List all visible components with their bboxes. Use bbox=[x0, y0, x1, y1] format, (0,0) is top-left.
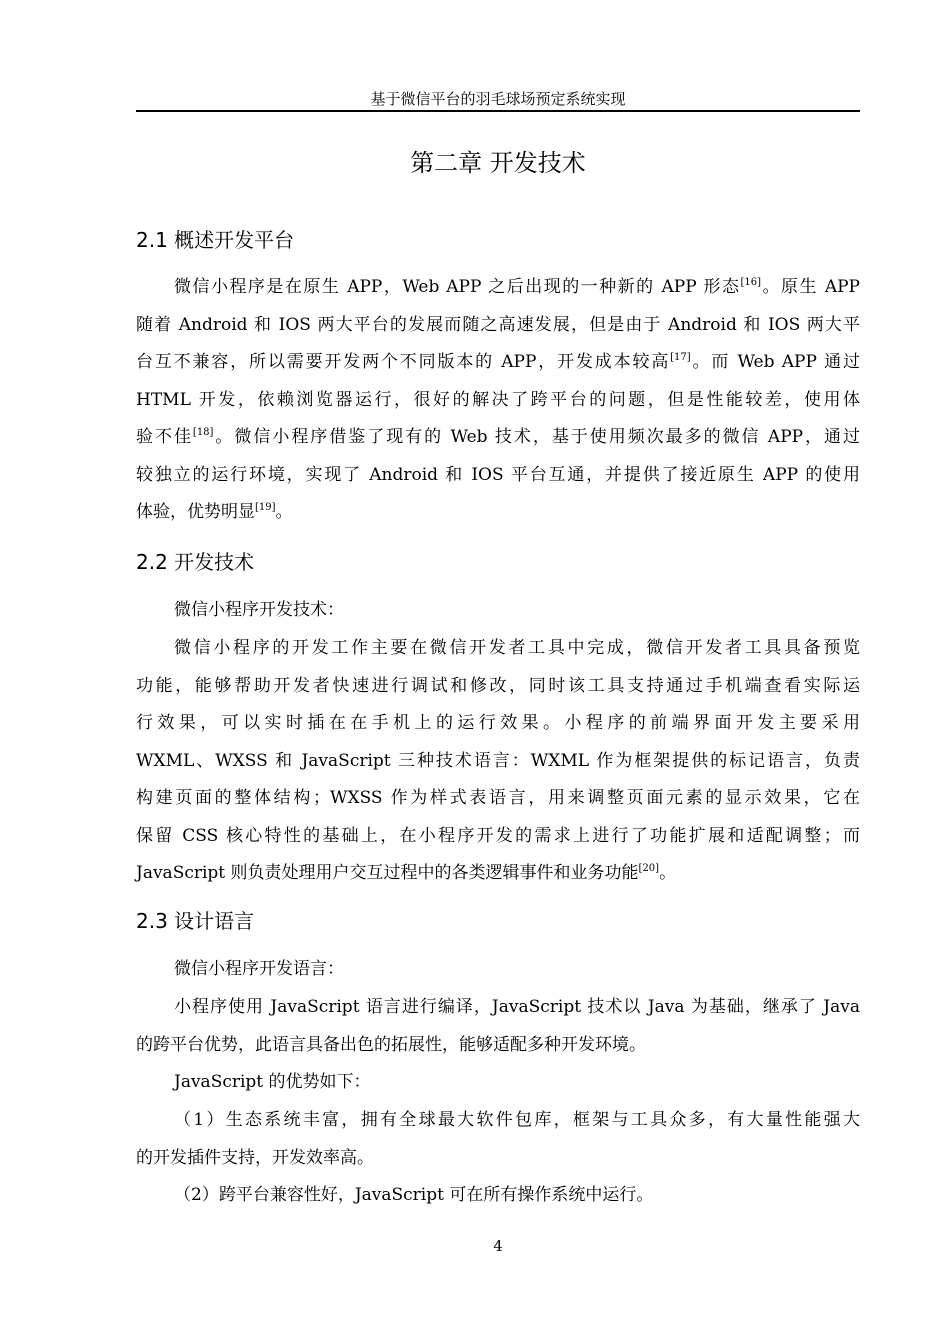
list-item-advantage-1 bbox=[136, 1102, 860, 1177]
text-line bbox=[136, 592, 860, 630]
citation-ref: [20] bbox=[638, 863, 660, 874]
section-heading-2-3: 2.3 设计语言 bbox=[136, 909, 255, 933]
text-line bbox=[136, 457, 860, 495]
text-run: 小程序使用 JavaScript 语言进行编译，JavaScript 技术以 Java 为基础，继承了 Java bbox=[174, 997, 860, 1017]
text-run: 体验，优势明显 bbox=[136, 502, 255, 522]
paragraph-tech-intro bbox=[136, 592, 860, 630]
text-line bbox=[136, 344, 860, 382]
text-run: 验不佳 bbox=[136, 427, 193, 447]
text-run: 行效果，可以实时插在在手机上的运行效果。小程序的前端界面开发主要采用 bbox=[136, 713, 860, 733]
text-line bbox=[136, 269, 860, 307]
text-line bbox=[136, 818, 860, 856]
citation-ref: [19] bbox=[255, 502, 276, 513]
text-run: 随着 Android 和 IOS 两大平台的发展而随之高速发展，但是由于 Android 和 IOS 两大平 bbox=[136, 314, 860, 335]
text-line bbox=[136, 307, 860, 345]
text-run: HTML 开发，依赖浏览器运行，很好的解决了跨平台的问题，但是性能较差，使用体 bbox=[136, 389, 860, 410]
text-line bbox=[136, 1177, 860, 1215]
text-line bbox=[136, 419, 860, 457]
citation-ref: [18] bbox=[192, 427, 214, 438]
text-run: JavaScript 的优势如下： bbox=[174, 1072, 371, 1092]
text-run: 。 bbox=[659, 863, 677, 883]
paragraph-js-advantages-intro bbox=[136, 1064, 860, 1102]
paragraph-language-intro bbox=[136, 951, 860, 989]
text-run: （2）跨平台兼容性好，JavaScript 可在所有操作系统中运行。 bbox=[174, 1185, 654, 1205]
text-run: 功能，能够帮助开发者快速进行调试和修改，同时该工具支持通过手机端查看实际运 bbox=[136, 675, 860, 696]
list-item-advantage-2 bbox=[136, 1177, 860, 1215]
paragraph-platform-overview bbox=[136, 269, 860, 532]
text-run: 微信小程序开发技术： bbox=[174, 600, 344, 620]
text-line bbox=[136, 1140, 860, 1178]
text-line bbox=[136, 951, 860, 989]
text-run: 微信小程序是在原生 APP，Web APP 之后出现的一种新的 APP 形态 bbox=[174, 277, 741, 297]
running-header: 基于微信平台的羽毛球场预定系统实现 bbox=[370, 90, 626, 108]
text-line bbox=[136, 1102, 860, 1140]
text-run: 的开发插件支持，开发效率高。 bbox=[136, 1147, 374, 1168]
chapter-title: 第二章 开发技术 bbox=[410, 149, 586, 177]
text-run: 。而 Web APP 通过 bbox=[690, 352, 860, 372]
citation-ref: [17] bbox=[670, 352, 691, 363]
text-run: 微信小程序的开发工作主要在微信开发者工具中完成，微信开发者工具具备预览 bbox=[174, 638, 860, 658]
citation-ref: [16] bbox=[740, 277, 762, 288]
text-run: WXML、WXSS 和 JavaScript 三种技术语言：WXML 作为框架提供的标记语言，负责 bbox=[136, 750, 860, 771]
text-run: 的跨平台优势，此语言具备出色的拓展性，能够适配多种开发环境。 bbox=[136, 1034, 646, 1055]
section-heading-2-1: 2.1 概述开发平台 bbox=[136, 228, 295, 252]
text-line bbox=[136, 1027, 860, 1065]
text-line bbox=[136, 630, 860, 668]
text-line bbox=[136, 855, 860, 893]
text-run: 保留 CSS 核心特性的基础上，在小程序开发的需求上进行了功能扩展和适配调整；而 bbox=[136, 825, 860, 846]
text-line bbox=[136, 989, 860, 1027]
text-run: 。微信小程序借鉴了现有的 Web 技术，基于使用频次最多的微信 APP，通过 bbox=[213, 427, 860, 447]
text-line bbox=[136, 743, 860, 781]
text-line bbox=[136, 382, 860, 420]
paragraph-tech-body bbox=[136, 630, 860, 893]
header-rule bbox=[136, 110, 860, 112]
text-line bbox=[136, 668, 860, 706]
text-line bbox=[136, 1064, 860, 1102]
text-run: 。原生 APP bbox=[761, 277, 860, 297]
page-number: 4 bbox=[493, 1237, 503, 1255]
text-run: 构建页面的整体结构；WXSS 作为样式表语言，用来调整页面元素的显示效果，它在 bbox=[136, 788, 860, 808]
text-line bbox=[136, 705, 860, 743]
text-line bbox=[136, 780, 860, 818]
text-run: JavaScript 则负责处理用户交互过程中的各类逻辑事件和业务功能 bbox=[136, 863, 639, 883]
text-run: 微信小程序开发语言： bbox=[174, 959, 344, 979]
text-run: 台互不兼容，所以需要开发两个不同版本的 APP，开发成本较高 bbox=[136, 352, 671, 372]
text-run: 较独立的运行环境，实现了 Android 和 IOS 平台互通，并提供了接近原生 APP 的使用 bbox=[136, 464, 860, 485]
paragraph-language-body bbox=[136, 989, 860, 1064]
text-run: （1）生态系统丰富，拥有全球最大软件包库，框架与工具众多，有大量性能强大 bbox=[174, 1110, 860, 1130]
text-line bbox=[136, 494, 860, 532]
section-heading-2-2: 2.2 开发技术 bbox=[136, 550, 255, 574]
text-run: 。 bbox=[275, 502, 293, 522]
